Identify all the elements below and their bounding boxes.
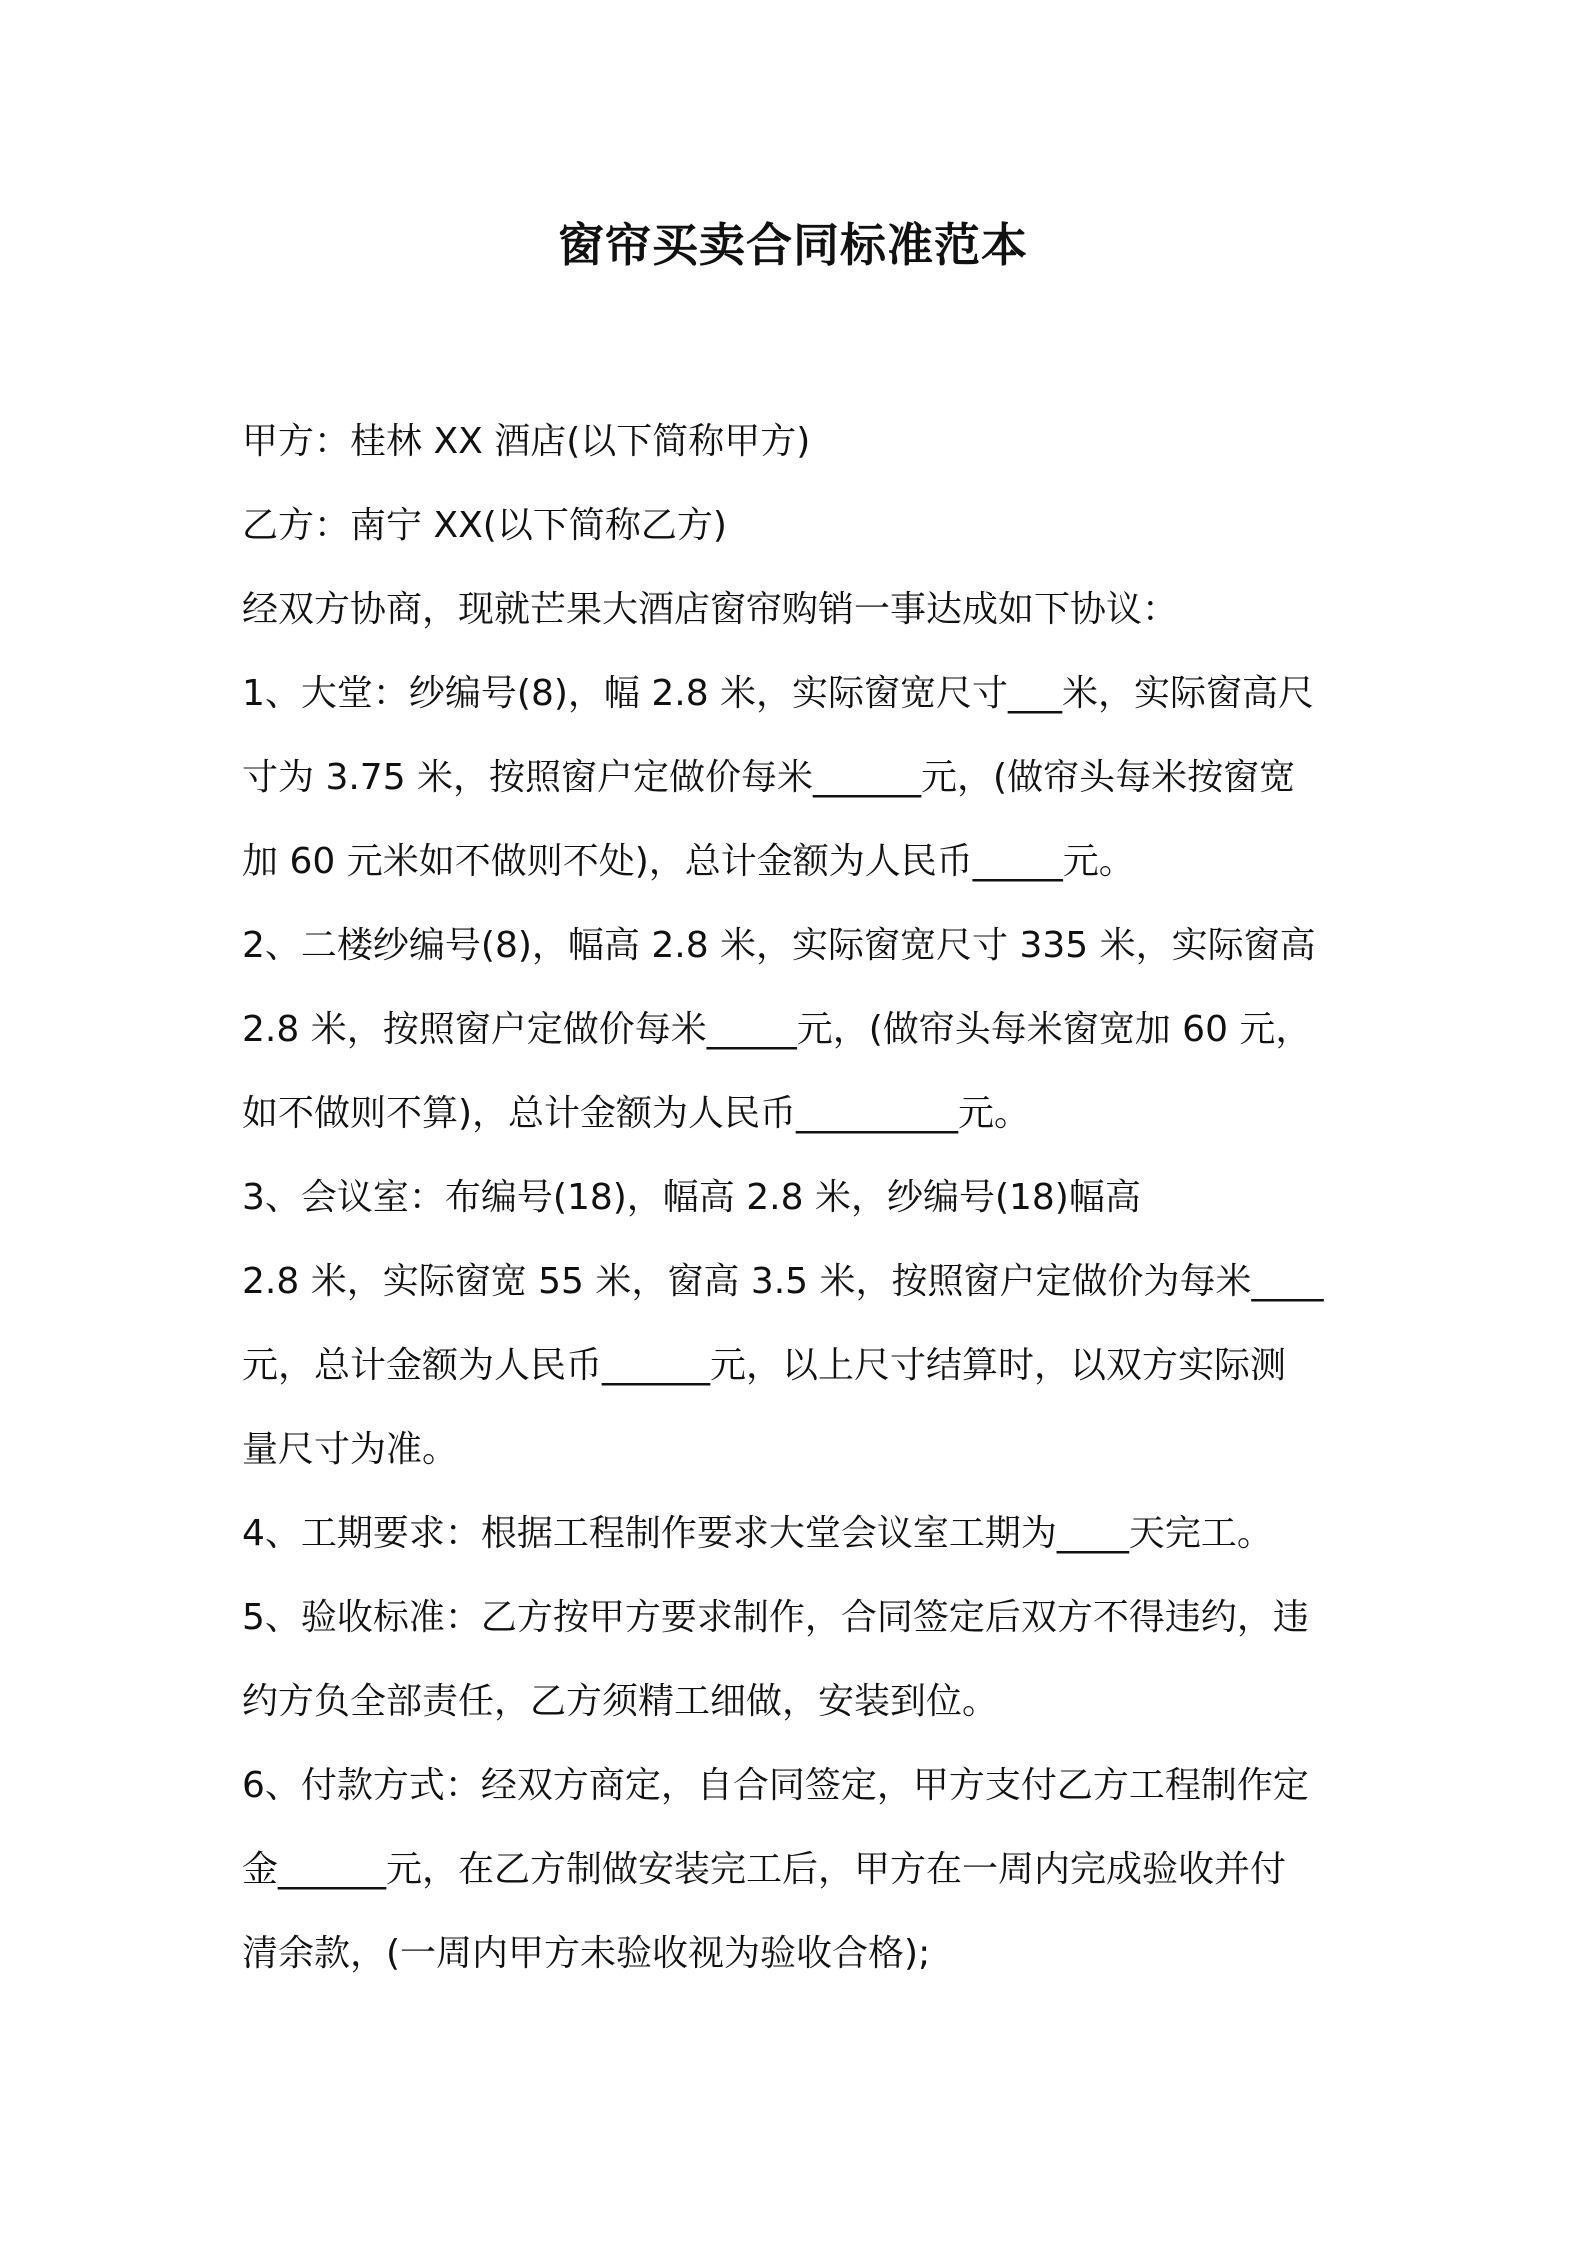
clause-3-line-1: 3、会议室：布编号(18)，幅高 2.8 米，纱编号(18)幅高 [242,1177,1141,1218]
clause-4-line-1: 4、工期要求：根据工程制作要求大堂会议室工期为____天完工。 [242,1513,1273,1554]
clause-1-line-3: 加 60 元米如不做则不处)，总计金额为人民币_____元。 [242,841,1135,882]
clause-5-line-1: 5、验收标准：乙方按甲方要求制作，合同签定后双方不得违约，违 [242,1597,1309,1638]
clause-3-line-2: 2.8 米，实际窗宽 55 米，窗高 3.5 米，按照窗户定做价为每米____ [242,1261,1324,1302]
document-body [242,400,1358,1996]
clause-1-line-2: 寸为 3.75 米，按照窗户定做价每米______元，(做帘头每米按窗宽 [242,757,1296,798]
clause-2-line-2: 2.8 米，按照窗户定做价每米_____元，(做帘头每米窗宽加 60 元， [242,1009,1312,1050]
clause-6-line-2: 金______元，在乙方制做安装完工后，甲方在一周内完成验收并付 [242,1849,1287,1890]
agreement-intro: 经双方协商，现就芒果大酒店窗帘购销一事达成如下协议： [242,589,1179,630]
clause-6-line-3: 清余款，(一周内甲方未验收视为验收合格); [242,1933,931,1974]
document-title: 窗帘买卖合同标准范本 [558,218,1028,272]
clause-6-line-1: 6、付款方式：经双方商定，自合同签定，甲方支付乙方工程制作定 [242,1765,1309,1806]
party-b-line: 乙方：南宁 XX(以下简称乙方) [242,505,727,546]
clause-2-line-1: 2、二楼纱编号(8)，幅高 2.8 米，实际窗宽尺寸 335 米，实际窗高 [242,925,1316,966]
clause-3-line-3: 元，总计金额为人民币______元，以上尺寸结算时，以双方实际测 [242,1345,1287,1386]
clause-2-line-3: 如不做则不算)，总计金额为人民币_________元。 [242,1093,1031,1134]
clause-3-line-4: 量尺寸为准。 [242,1429,459,1470]
party-a-line: 甲方：桂林 XX 酒店(以下简称甲方) [242,421,811,462]
clause-5-line-2: 约方负全部责任，乙方须精工细做，安装到位。 [242,1681,999,1722]
clause-1-line-1: 1、大堂：纱编号(8)，幅 2.8 米，实际窗宽尺寸___米，实际窗高尺 [242,673,1315,714]
